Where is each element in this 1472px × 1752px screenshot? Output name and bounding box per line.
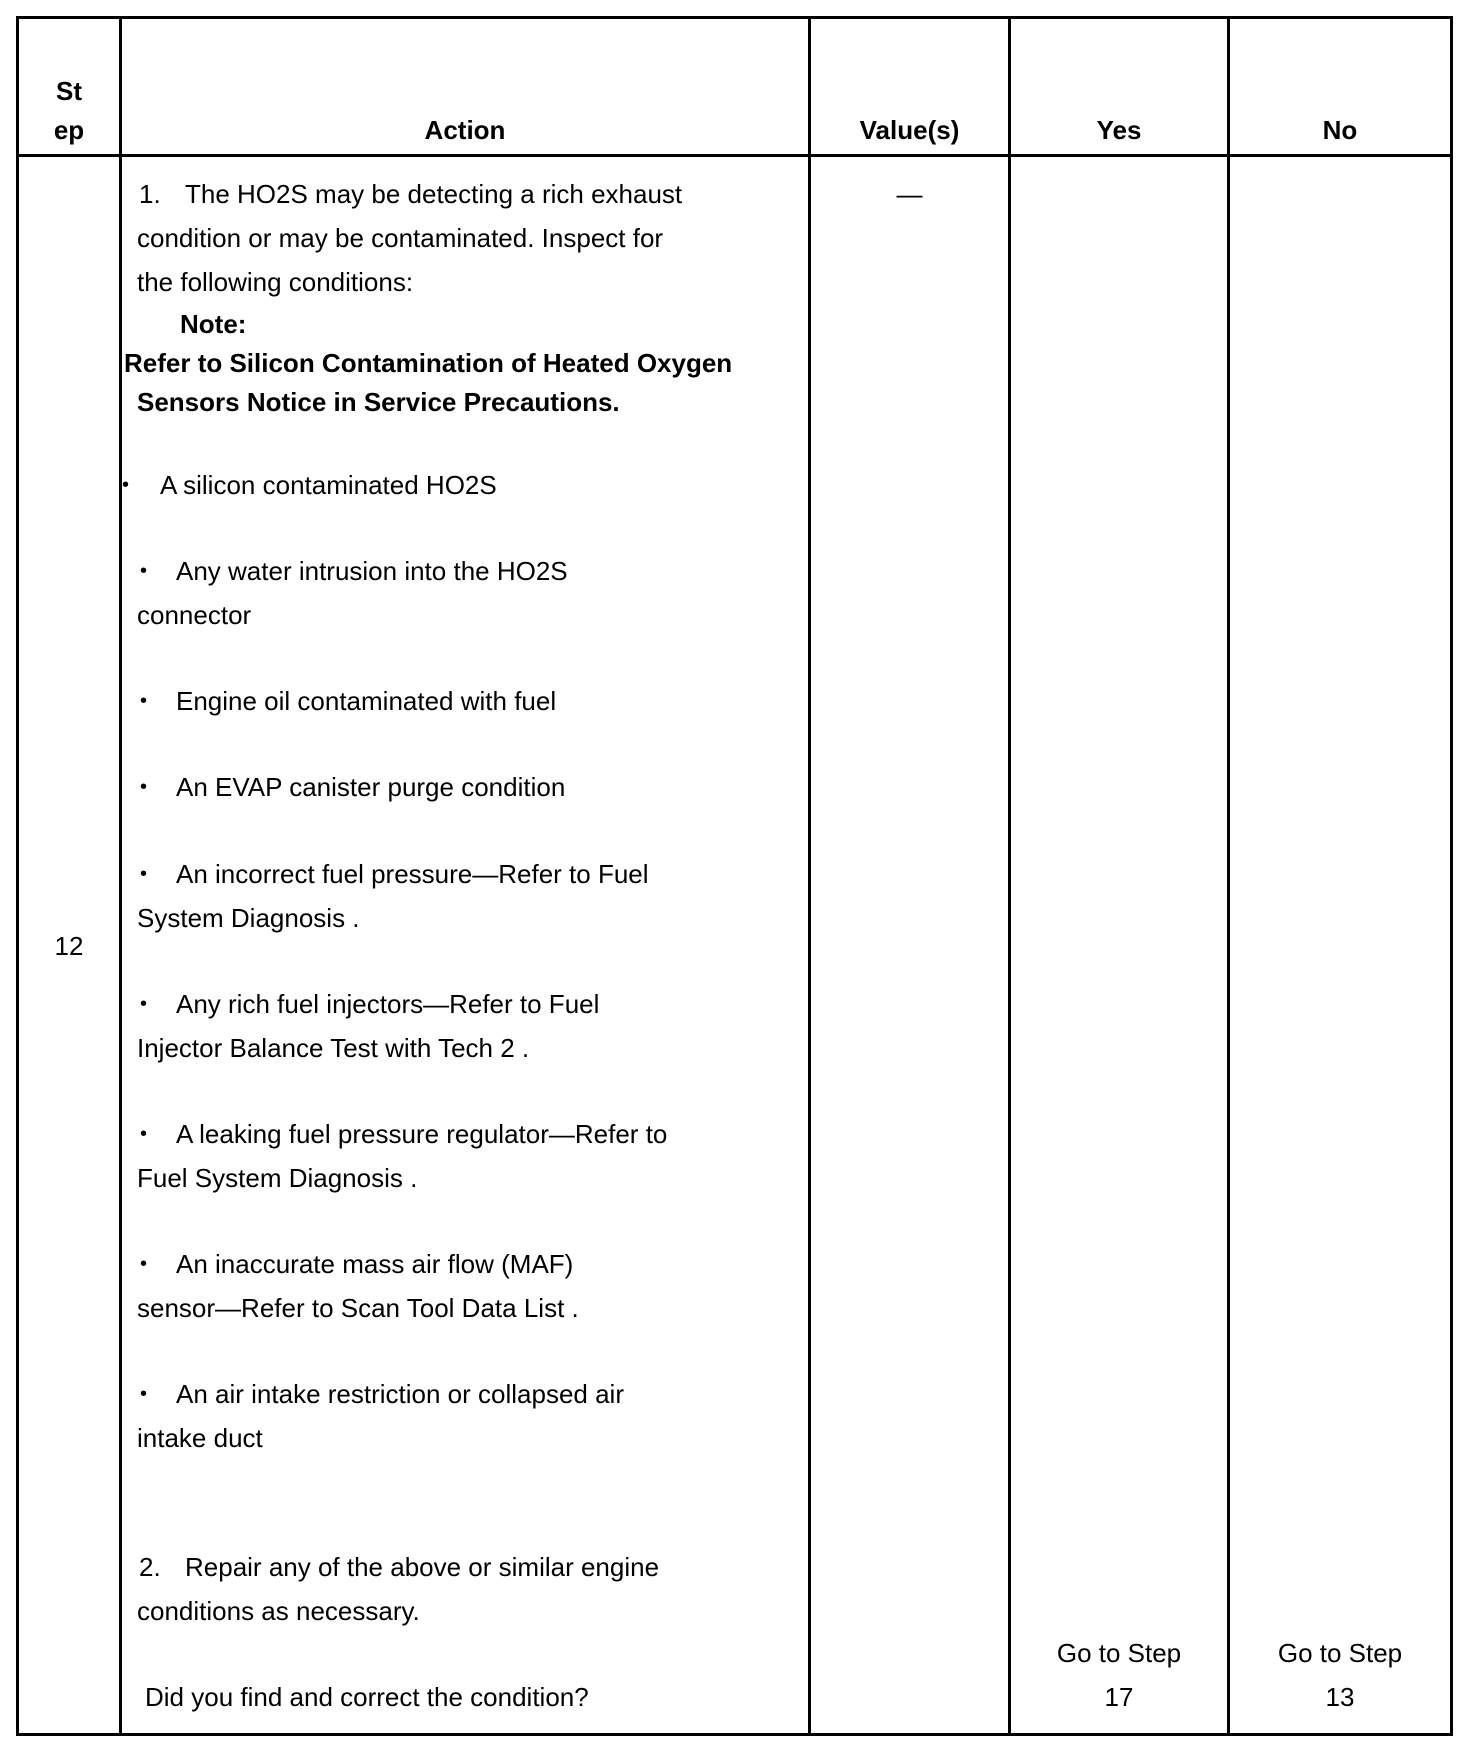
item1-line2: condition or may be contaminated. Inspect for [137,223,664,253]
yes-column-divider [1227,16,1230,1736]
bullet-item-2-line2: connector [137,600,252,630]
bullet-item-8-line1: An inaccurate mass air flow (MAF) [176,1249,574,1279]
bullet-symbol: • [140,560,148,582]
header-bottom-border [16,154,1453,157]
table-top-border [16,16,1453,19]
item2-line1: Repair any of the above or similar engine [185,1552,660,1582]
item2-line2: conditions as necessary. [137,1596,420,1626]
header-step-line2: ep [53,115,85,145]
step-number: 12 [54,931,84,961]
item1-line3: the following conditions: [137,267,414,297]
no-step-number: 13 [1325,1682,1355,1712]
bullet-symbol: • [140,1253,148,1275]
item1-number: 1. [139,179,161,209]
bullet-item-7-line2: Fuel System Diagnosis . [137,1163,418,1193]
note-line2-text: Sensors Notice in Service Precautions [137,387,613,417]
bullet-item-3-line1: Engine oil contaminated with fuel [176,686,557,716]
value-cell: — [896,179,923,209]
action-column-divider [808,16,811,1736]
question-text: Did you find and correct the condition? [145,1682,589,1712]
bullet-symbol: • [122,474,130,496]
no-go-to-step-label: Go to Step [1277,1638,1403,1668]
bullet-item-8-line2: sensor—Refer to Scan Tool Data List . [137,1293,579,1323]
note-period: . [612,387,620,417]
bullet-symbol: • [140,690,148,712]
bullet-symbol: • [140,776,148,798]
values-column-divider [1008,16,1011,1736]
table-bottom-border [16,1733,1453,1736]
note-label: Note: [180,309,247,339]
note-line2 [137,380,620,424]
bullet-symbol: • [140,863,148,885]
bullet-item-6-line2: Injector Balance Test with Tech 2 . [137,1033,530,1063]
bullet-item-4-line1: An EVAP canister purge condition [176,772,566,802]
header-step-line1: St [56,76,82,106]
bullet-item-9-line1: An air intake restriction or collapsed air [176,1379,624,1409]
bullet-symbol: • [140,1123,148,1145]
bullet-item-5-line2: System Diagnosis . [137,903,360,933]
bullet-item-9-line2: intake duct [137,1423,263,1453]
header-yes: Yes [1096,115,1142,145]
bullet-item-2-line1: Any water intrusion into the HO2S [176,556,568,586]
note-line1: Refer to Silicon Contamination of Heated Oxygen [124,348,733,378]
bullet-symbol: • [140,1383,148,1405]
bullet-item-1-line1: A silicon contaminated HO2S [160,470,497,500]
table-right-border [1450,16,1453,1736]
yes-go-to-step-label: Go to Step [1056,1638,1182,1668]
step-column-divider [119,16,122,1736]
header-action: Action [424,115,506,145]
yes-step-number: 17 [1104,1682,1134,1712]
table-left-border [16,16,19,1736]
bullet-item-6-line1: Any rich fuel injectors—Refer to Fuel [176,989,600,1019]
item2-number: 2. [139,1552,161,1582]
bullet-item-7-line1: A leaking fuel pressure regulator—Refer to [176,1119,668,1149]
header-values: Value(s) [859,115,960,145]
bullet-item-5-line1: An incorrect fuel pressure—Refer to Fuel [176,859,649,889]
item1-line1: The HO2S may be detecting a rich exhaust [185,179,683,209]
bullet-symbol: • [140,993,148,1015]
header-no: No [1322,115,1358,145]
